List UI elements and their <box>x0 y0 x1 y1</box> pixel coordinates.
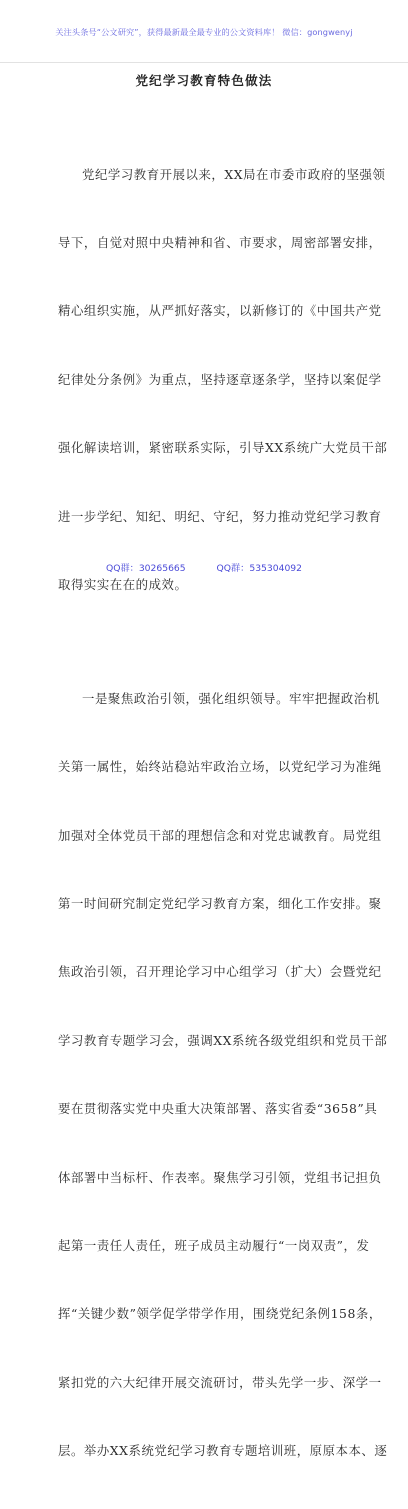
paragraph-line: 纪律处分条例》为重点，坚持逐章逐条学，坚持以案促学 <box>58 371 382 387</box>
footer-qq-group-2: QQ群：535304092 <box>216 563 302 574</box>
footer-qq-group-1: QQ群：30265665 <box>106 563 186 574</box>
paragraph-line: 体部署中当标杆、作表率。聚焦学习引领，党组书记担负 <box>58 1169 382 1185</box>
page-footer <box>0 560 408 574</box>
page-header <box>0 0 408 63</box>
paragraph-line: 要在贯彻落实党中央重大决策部署、落实省委“3658”具 <box>58 1101 378 1117</box>
paragraph-line: 强化解读培训，紧密联系实际，引导XX系统广大党员干部 <box>58 440 388 456</box>
document-body <box>58 118 388 1509</box>
paragraph-line: 学习教育专题学习会，强调XX系统各级党组织和党员干部 <box>58 1032 388 1048</box>
paragraph-line: 起第一责任人责任，班子成员主动履行“一岗双责”，发 <box>58 1238 370 1254</box>
paragraph-line: 关第一属性，始终站稳站牢政治立场，以党纪学习为准绳 <box>58 759 382 775</box>
header-promo-text: 关注头条号“公文研究”，获得最新最全最专业的公文资料库！ 微信：gongwenyj <box>55 27 353 37</box>
paragraph-line: 党纪学习教育开展以来，XX局在市委市政府的坚强领 <box>82 166 386 182</box>
paragraph-line: 第一时间研究制定党纪学习教育方案，细化工作安排。聚 <box>58 896 382 912</box>
paragraph-2 <box>58 642 388 1508</box>
paragraph-line: 进一步学纪、知纪、明纪、守纪，努力推动党纪学习教育 <box>58 508 382 524</box>
paragraph-line: 层。举办XX系统党纪学习教育专题培训班，原原本本、逐 <box>58 1443 388 1459</box>
paragraph-line: 加强对全体党员干部的理想信念和对党忠诚教育。局党组 <box>58 827 382 843</box>
paragraph-line: 焦政治引领，召开理论学习中心组学习（扩大）会暨党纪 <box>58 964 382 980</box>
paragraph-line: 精心组织实施，从严抓好落实，以新修订的《中国共产党 <box>58 303 382 319</box>
paragraph-line: 紧扣党的六大纪律开展交流研讨，带头先学一步、深学一 <box>58 1374 382 1390</box>
paragraph-line: 挥“关键少数”领学促学带学作用，围绕党纪条例158条， <box>58 1306 382 1322</box>
paragraph-line: 取得实实在在的成效。 <box>58 576 188 592</box>
paragraph-line: 导下，自觉对照中央精神和省、市要求，周密部署安排， <box>58 234 382 250</box>
document-title: 党纪学习教育特色做法 <box>135 73 273 88</box>
paragraph-line: 一是聚焦政治引领，强化组织领导。牢牢把握政治机 <box>82 690 380 706</box>
